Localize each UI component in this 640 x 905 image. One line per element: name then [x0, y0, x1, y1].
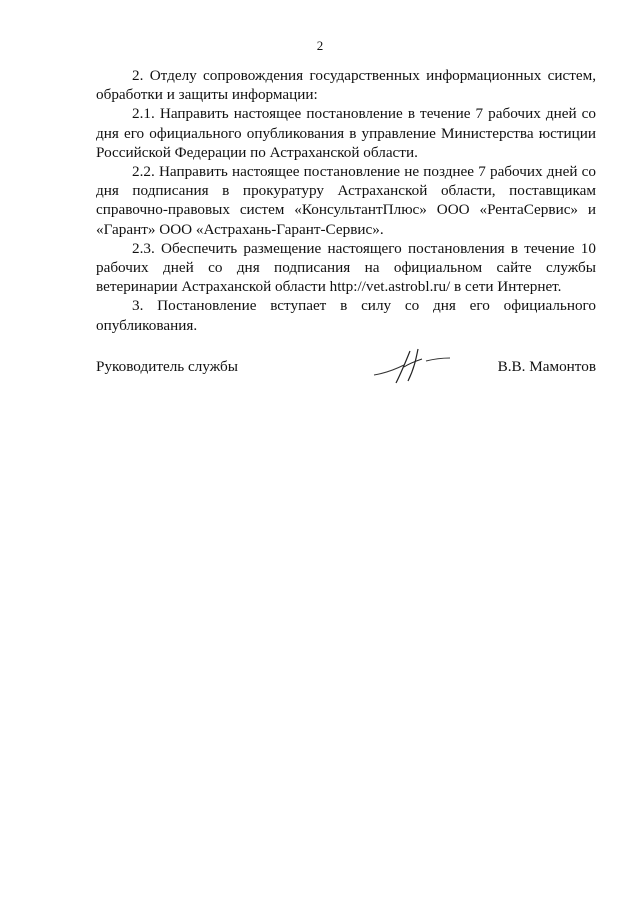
- handwritten-signature: [366, 345, 456, 389]
- page-number: 2: [316, 38, 324, 53]
- signature-block: [96, 357, 596, 387]
- position-title: Руководитель службы: [96, 358, 238, 375]
- paragraph-3: 3. Постановление вступает в силу со дня его официального опубликования.: [96, 297, 596, 334]
- signatory-name: В.В. Мамонтов: [497, 358, 596, 375]
- paragraph-2-3: 2.3. Обеспечить размещение настоящего постановления в течение 10 рабочих дней со дня подписания на официальном сайте службы ветеринарии Астраханской области http://vet.astrobl.ru/ в сети Интернет.: [96, 239, 596, 296]
- paragraph-2-2: 2.2. Направить настоящее постановление не позднее 7 рабочих дней со дня подписания в прокуратуру Астраханской области, поставщикам справочно-правовых систем «КонсультантПлюс» ООО «РентаСервис» и «Гарант» ООО «Астрахань-Гарант-Сервис».: [96, 163, 596, 238]
- document-body: [96, 66, 596, 335]
- paragraph-2-1: 2.1. Направить настоящее постановление в течение 7 рабочих дней со дня его официального опубликования в управление Министерства юстиции Российской Федерации по Астраханской области.: [96, 105, 596, 161]
- paragraph-2: 2. Отделу сопровождения государственных информационных систем, обработки и защиты информации:: [96, 67, 596, 104]
